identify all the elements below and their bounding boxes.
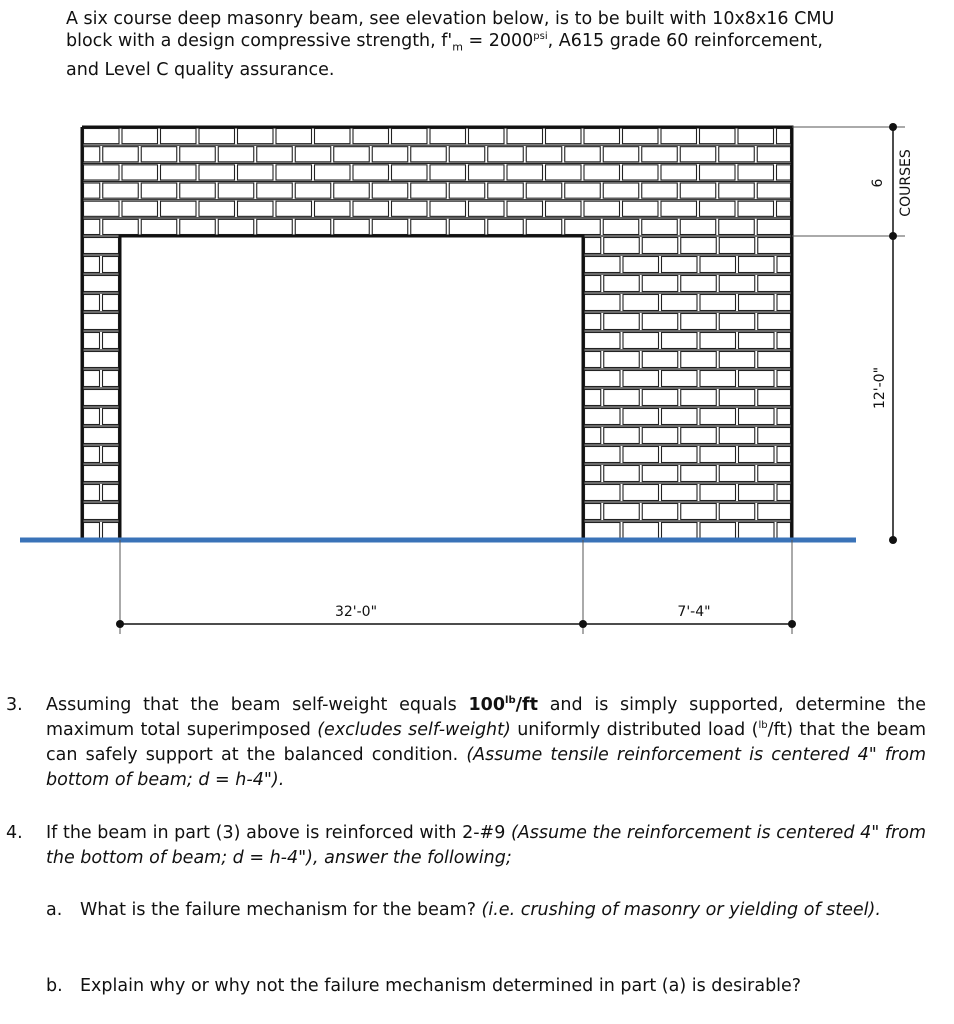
cmu-block: [642, 390, 678, 406]
cmu-block: [585, 409, 621, 425]
cmu-block: [777, 523, 791, 539]
cmu-block: [604, 390, 640, 406]
cmu-block: [604, 238, 640, 254]
cmu-block: [238, 165, 274, 180]
dim-terminator-beam: [889, 232, 897, 240]
cmu-block: [585, 295, 621, 311]
cmu-block: [372, 219, 408, 234]
cmu-block: [103, 485, 119, 501]
cmu-block: [257, 147, 293, 162]
cmu-block: [700, 371, 736, 387]
cmu-block: [681, 352, 717, 368]
cmu-block: [238, 129, 274, 144]
cmu-block: [681, 428, 717, 444]
cmu-block: [719, 428, 755, 444]
cmu-block: [681, 504, 717, 520]
intro-line-3: and Level C quality assurance.: [66, 59, 335, 80]
cmu-block: [449, 147, 485, 162]
cmu-block: [585, 485, 621, 501]
cmu-block: [103, 219, 139, 234]
cmu-block: [469, 129, 505, 144]
cmu-block: [758, 276, 791, 292]
dim-terminator-top: [889, 123, 897, 131]
cmu-block: [738, 129, 774, 144]
courses-label: COURSES: [898, 149, 914, 217]
cmu-block: [662, 485, 698, 501]
question-4b-letter: b.: [46, 976, 63, 996]
cmu-block: [585, 504, 601, 520]
cmu-block: [546, 165, 582, 180]
cmu-block: [777, 201, 791, 216]
cmu-block: [758, 390, 791, 406]
cmu-block: [199, 165, 235, 180]
cmu-block: [392, 165, 428, 180]
cmu-block: [738, 165, 774, 180]
cmu-block: [739, 371, 775, 387]
cmu-block: [739, 257, 775, 273]
cmu-block: [103, 371, 119, 387]
cmu-block: [758, 238, 791, 254]
cmu-block: [623, 201, 659, 216]
cmu-block: [84, 523, 100, 539]
cmu-block: [565, 183, 601, 198]
cmu-block: [585, 447, 621, 463]
cmu-block: [662, 371, 698, 387]
cmu-block: [488, 219, 524, 234]
dim-terminator-bottom: [889, 536, 897, 544]
cmu-block: [469, 165, 505, 180]
cmu-block: [623, 447, 659, 463]
cmu-block: [84, 147, 100, 162]
cmu-block: [777, 447, 791, 463]
cmu-block: [218, 219, 254, 234]
cmu-block: [218, 183, 254, 198]
cmu-block: [84, 504, 119, 520]
cmu-block: [662, 447, 698, 463]
intro-line-2: block with a design compressive strength, $f'_m = 2000^{psi}$, A615 grade 60 reinforcement,: [66, 31, 823, 54]
question-3-number: 3.: [6, 695, 23, 715]
cmu-block: [84, 447, 100, 463]
cmu-block: [719, 276, 755, 292]
cmu-block: [604, 466, 640, 482]
cmu-block: [199, 201, 235, 216]
cmu-block: [103, 257, 119, 273]
cmu-block: [141, 147, 177, 162]
cmu-block: [526, 219, 562, 234]
dim-terminator-left: [116, 620, 124, 628]
cmu-block: [681, 276, 717, 292]
cmu-block: [353, 129, 389, 144]
cmu-block: [84, 165, 120, 180]
cmu-block: [103, 183, 139, 198]
cmu-block: [777, 295, 791, 311]
cmu-block: [84, 428, 119, 444]
question-4b: b. Explain why or why not the failure mechanism determined in part (a) is desirable?: [80, 974, 930, 999]
cmu-block: [623, 295, 659, 311]
cmu-block: [777, 371, 791, 387]
cmu-block: [546, 129, 582, 144]
cmu-block: [777, 485, 791, 501]
cmu-block: [719, 390, 755, 406]
cmu-block: [719, 238, 755, 254]
cmu-block: [623, 165, 659, 180]
cmu-block: [392, 129, 428, 144]
cmu-block: [353, 165, 389, 180]
cmu-block: [700, 447, 736, 463]
cmu-block: [585, 428, 601, 444]
cmu-block: [585, 523, 621, 539]
cmu-block: [739, 485, 775, 501]
cmu-block: [777, 409, 791, 425]
cmu-block: [526, 183, 562, 198]
cmu-block: [681, 238, 717, 254]
cmu-block: [739, 295, 775, 311]
cmu-block: [662, 295, 698, 311]
cmu-block: [604, 314, 640, 330]
cmu-block: [180, 147, 216, 162]
cmu-block: [662, 523, 698, 539]
cmu-block: [84, 409, 100, 425]
cmu-block: [661, 129, 697, 144]
cmu-block: [507, 129, 543, 144]
cmu-block: [141, 183, 177, 198]
cmu-block: [161, 165, 197, 180]
cmu-block: [584, 201, 620, 216]
cmu-block: [122, 201, 158, 216]
cmu-block: [199, 129, 235, 144]
cmu-block: [680, 147, 716, 162]
cmu-block: [700, 201, 736, 216]
cmu-block: [103, 147, 139, 162]
cmu-block: [449, 183, 485, 198]
cmu-block: [623, 371, 659, 387]
masonry-outline: [82, 127, 792, 540]
cmu-block: [84, 466, 119, 482]
cmu-block: [604, 352, 640, 368]
cmu-block: [122, 129, 158, 144]
cmu-block: [84, 333, 100, 349]
question-4a-letter: a.: [46, 900, 63, 920]
cmu-block-pattern: [82, 127, 792, 539]
cmu-block: [353, 201, 389, 216]
cmu-block: [757, 183, 790, 198]
cmu-block: [103, 523, 119, 539]
cmu-block: [103, 295, 119, 311]
cmu-block: [700, 333, 736, 349]
cmu-block: [507, 201, 543, 216]
cmu-block: [565, 219, 601, 234]
cmu-block: [141, 219, 177, 234]
cmu-block: [662, 333, 698, 349]
cmu-block: [777, 129, 791, 144]
cmu-block: [585, 390, 601, 406]
cmu-block: [372, 147, 408, 162]
cmu-block: [623, 523, 659, 539]
cmu-block: [642, 219, 678, 234]
cmu-block: [565, 147, 601, 162]
cmu-block: [642, 183, 678, 198]
cmu-block: [681, 314, 717, 330]
cmu-block: [238, 201, 274, 216]
cmu-block: [777, 165, 791, 180]
cmu-block: [642, 352, 678, 368]
cmu-block: [700, 485, 736, 501]
cmu-block: [719, 314, 755, 330]
cmu-block: [642, 276, 678, 292]
cmu-block: [218, 147, 254, 162]
cmu-block: [585, 238, 601, 254]
cmu-block: [411, 147, 447, 162]
question-4a: a. What is the failure mechanism for the beam? (i.e. crushing of masonry or yielding of steel).: [80, 898, 930, 923]
cmu-block: [585, 371, 621, 387]
cmu-block: [84, 485, 100, 501]
cmu-block: [334, 147, 370, 162]
cmu-block: [623, 409, 659, 425]
cmu-block: [700, 129, 736, 144]
cmu-block: [84, 371, 100, 387]
cmu-block: [758, 466, 791, 482]
cmu-block: [603, 183, 639, 198]
cmu-block: [315, 201, 351, 216]
cmu-block: [758, 352, 791, 368]
cmu-block: [103, 333, 119, 349]
cmu-block: [739, 409, 775, 425]
cmu-block: [603, 147, 639, 162]
cmu-block: [623, 257, 659, 273]
question-4: 4. If the beam in part (3) above is reinforced with 2-#9 (Assume the reinforcement is centered 4" from the bottom of beam; d = h-4"), answer the following;: [6, 823, 926, 868]
cmu-block: [642, 314, 678, 330]
cmu-block: [719, 183, 755, 198]
dim-terminator-mid: [579, 620, 587, 628]
cmu-block: [758, 428, 791, 444]
dim-terminator-right: [788, 620, 796, 628]
cmu-block: [757, 219, 790, 234]
cmu-block: [584, 165, 620, 180]
cmu-block: [738, 201, 774, 216]
cmu-block: [700, 257, 736, 273]
cmu-block: [681, 466, 717, 482]
cmu-block: [180, 219, 216, 234]
cmu-block: [84, 314, 119, 330]
cmu-block: [661, 165, 697, 180]
cmu-block: [84, 129, 120, 144]
cmu-block: [84, 390, 119, 406]
cmu-block: [103, 409, 119, 425]
cmu-block: [662, 409, 698, 425]
cmu-block: [488, 183, 524, 198]
cmu-block: [276, 165, 312, 180]
cmu-block: [295, 147, 331, 162]
cmu-block: [122, 165, 158, 180]
question-4-number: 4.: [6, 823, 23, 843]
cmu-block: [777, 333, 791, 349]
cmu-block: [585, 352, 601, 368]
cmu-block: [276, 129, 312, 144]
cmu-block: [642, 428, 678, 444]
cmu-block: [603, 219, 639, 234]
cmu-block: [623, 485, 659, 501]
cmu-block: [84, 276, 119, 292]
cmu-block: [680, 183, 716, 198]
cmu-block: [488, 147, 524, 162]
cmu-block: [661, 201, 697, 216]
cmu-block: [739, 523, 775, 539]
cmu-block: [411, 183, 447, 198]
cmu-block: [84, 352, 119, 368]
cmu-block: [526, 147, 562, 162]
cmu-block: [585, 257, 621, 273]
cmu-block: [585, 466, 601, 482]
cmu-block: [739, 333, 775, 349]
cmu-block: [623, 129, 659, 144]
cmu-block: [604, 504, 640, 520]
cmu-block: [392, 201, 428, 216]
cmu-block: [507, 165, 543, 180]
cmu-block: [758, 314, 791, 330]
cmu-block: [84, 295, 100, 311]
cmu-block: [84, 201, 120, 216]
cmu-block: [334, 183, 370, 198]
cmu-block: [103, 447, 119, 463]
cmu-block: [719, 466, 755, 482]
cmu-block: [411, 219, 447, 234]
cmu-block: [585, 276, 601, 292]
courses-count-label: 6: [870, 178, 886, 188]
cmu-block: [257, 219, 293, 234]
cmu-block: [585, 314, 601, 330]
cmu-block: [84, 238, 119, 254]
cmu-block: [257, 183, 293, 198]
cmu-block: [585, 333, 621, 349]
cmu-block: [642, 466, 678, 482]
cmu-block: [642, 238, 678, 254]
cmu-block: [295, 219, 331, 234]
cmu-block: [662, 257, 698, 273]
cmu-block: [700, 409, 736, 425]
cmu-block: [758, 504, 791, 520]
cmu-block: [719, 504, 755, 520]
cmu-block: [604, 428, 640, 444]
dim-7ft-label: 7'-4": [677, 604, 711, 620]
dim-12ft-label: 12'-0": [872, 366, 888, 410]
cmu-block: [430, 201, 466, 216]
cmu-block: [739, 447, 775, 463]
cmu-block: [623, 333, 659, 349]
cmu-block: [315, 165, 351, 180]
cmu-block: [469, 201, 505, 216]
cmu-block: [719, 352, 755, 368]
dim-32ft-label: 32'-0": [334, 604, 378, 620]
cmu-block: [700, 295, 736, 311]
cmu-block: [372, 183, 408, 198]
intro-line-1: A six course deep masonry beam, see elevation below, is to be built with 10x8x16 CMU: [66, 9, 835, 29]
cmu-block: [84, 183, 100, 198]
cmu-block: [449, 219, 485, 234]
cmu-block: [642, 147, 678, 162]
cmu-block: [584, 129, 620, 144]
cmu-block: [334, 219, 370, 234]
cmu-block: [84, 257, 100, 273]
cmu-block: [430, 129, 466, 144]
cmu-block: [777, 257, 791, 273]
cmu-block: [680, 219, 716, 234]
cmu-block: [719, 219, 755, 234]
cmu-block: [700, 523, 736, 539]
cmu-block: [700, 165, 736, 180]
cmu-block: [180, 183, 216, 198]
cmu-block: [315, 129, 351, 144]
cmu-block: [161, 201, 197, 216]
cmu-block: [295, 183, 331, 198]
question-3: 3. Assuming that the beam self-weight equals $100^{lb}/ft$ and is simply supported, determine the maximum total superimposed (excludes self-weight) uniformly distributed load ($^{lb}$/ft) that the beam can safely support at the balanced condition. (Assume tensile reinforcement is centered 4" from bottom of beam; d = h-4").: [6, 695, 927, 790]
cmu-block: [84, 219, 100, 234]
cmu-block: [276, 201, 312, 216]
cmu-block: [642, 504, 678, 520]
cmu-block: [546, 201, 582, 216]
cmu-block: [757, 147, 790, 162]
cmu-block: [430, 165, 466, 180]
cmu-block: [161, 129, 197, 144]
cmu-block: [719, 147, 755, 162]
cmu-block: [681, 390, 717, 406]
cmu-block: [604, 276, 640, 292]
